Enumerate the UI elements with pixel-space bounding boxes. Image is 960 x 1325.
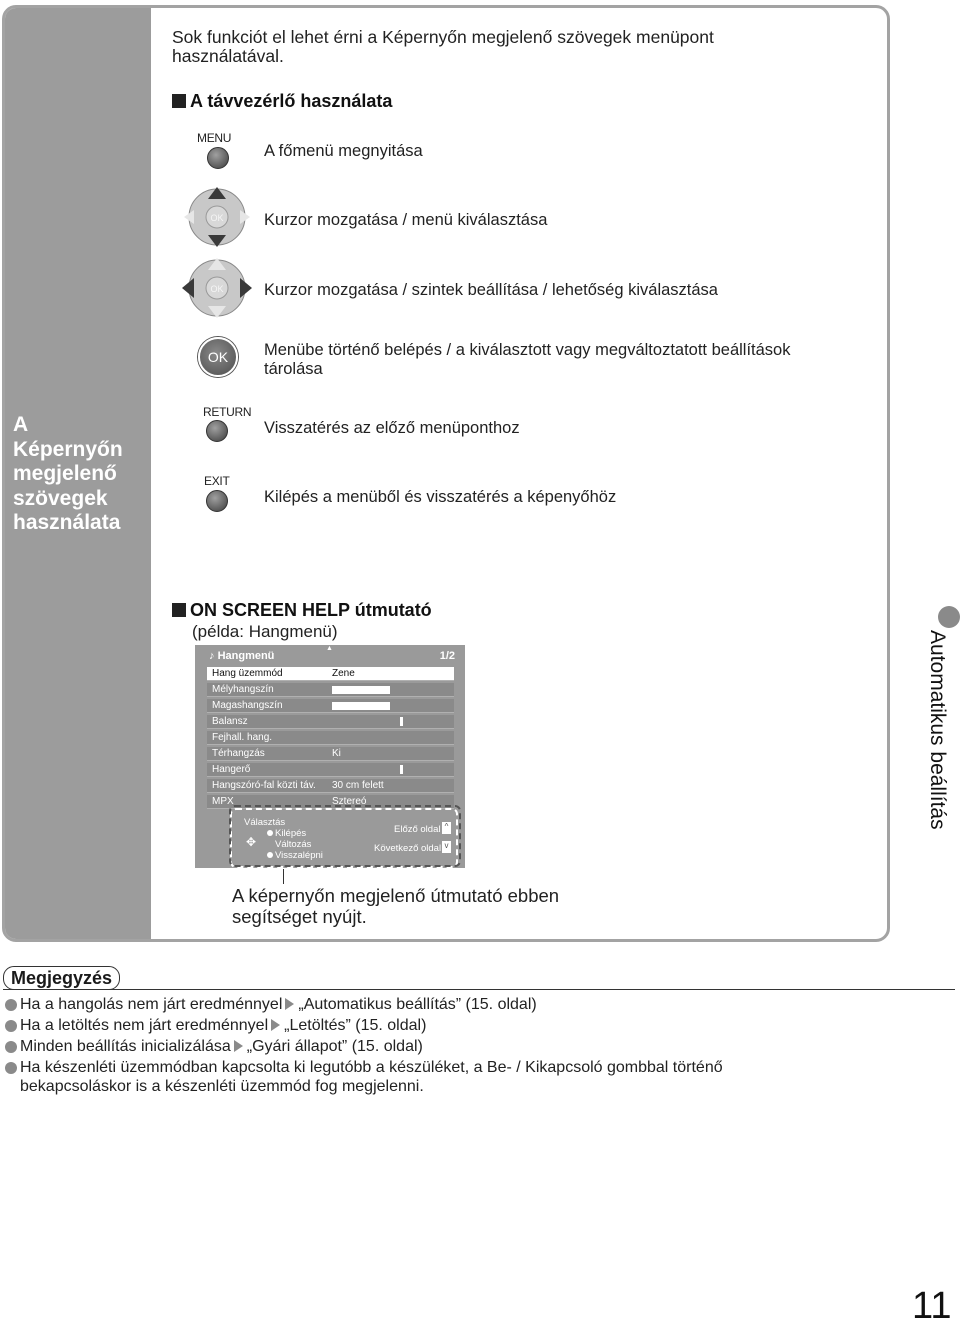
square-bullet-icon [172, 94, 186, 108]
circle-icon [938, 606, 960, 628]
return-button-label: RETURN [203, 405, 252, 419]
side-title: Automatikus beállítás [908, 610, 960, 850]
level-marker [400, 765, 403, 774]
menu-row[interactable]: Fejhall. hang. [207, 731, 454, 745]
menu-row[interactable]: Hangszóró-fal közti táv. 30 cm felett [207, 779, 454, 793]
dpad-leftright-desc: Kurzor mozgatása / szintek beállítása / lehetőség kiválasztása [264, 281, 718, 299]
menu-row[interactable]: Balansz [207, 715, 454, 729]
dpad-updown-icon [180, 185, 254, 249]
square-bullet-icon [172, 603, 186, 617]
help-caption: A képernyőn megjelenő útmutató ebben segítséget nyújt. [232, 885, 560, 927]
page-number: 11 [912, 1285, 952, 1325]
bullet-icon [5, 1062, 17, 1074]
menu-row[interactable]: Magashangszín [207, 699, 454, 713]
sidebar [5, 8, 151, 939]
menu-page-indicator: 1/2 [439, 650, 455, 662]
remote-heading: A távvezérlő használata [172, 91, 392, 112]
note-divider [3, 989, 955, 990]
page-up-icon: ^ [442, 822, 451, 834]
intro-text: Sok funkciót el lehet érni a Képernyőn megjelenő szövegek menüpont használatával. [172, 27, 714, 66]
help-subheading: (példa: Hangmenü) [192, 622, 338, 641]
menu-row[interactable]: Hang üzemmód Zene [207, 667, 454, 681]
menu-row[interactable]: Hangerő [207, 763, 454, 777]
note-item: Ha készenléti üzemmódban kapcsolta ki legutóbb a készüléket, a Be- / Kikapcsoló gombbal történő bekapcsoláskor is a készenléti üzemmód fog megjelenni. [5, 1058, 865, 1096]
help-overlay: Választás Kilépés ✥ Változás Visszalépni Előző oldal Következő oldal ^ v [230, 808, 458, 868]
help-heading: ON SCREEN HELP útmutató [172, 600, 432, 621]
svg-text:OK: OK [210, 284, 224, 294]
level-marker [400, 717, 403, 726]
menu-title: ♪ Hangmenü [209, 650, 275, 662]
bullet-icon [5, 1020, 17, 1032]
arrow-right-icon [234, 1040, 243, 1052]
level-bar [332, 686, 390, 694]
exit-button-label: EXIT [204, 474, 230, 488]
menu-button-label: MENU [197, 131, 232, 145]
ok-desc: Menübe történő belépés / a kiválasztott vagy megváltoztatott beállítások tárolása [264, 341, 791, 378]
dpad-leftright-icon [180, 256, 254, 320]
note-item: Ha a letöltés nem járt eredménnyel „Letöltés” (15. oldal) [5, 1016, 865, 1035]
note-item: Ha a hangolás nem járt eredménnyel „Automatikus beállítás” (15. oldal) [5, 995, 865, 1014]
pointer-line [283, 869, 284, 884]
bullet-icon [5, 1041, 17, 1053]
menu-row[interactable]: Mélyhangszín [207, 683, 454, 697]
menu-row[interactable]: Térhangzás Ki [207, 747, 454, 761]
level-bar [332, 702, 390, 710]
menu-row[interactable]: MPX Sztereó [207, 795, 454, 809]
return-desc: Visszatérés az előző menüponthoz [264, 419, 520, 437]
sidebar-title: A Képernyőn megjelenő szövegek használata [13, 413, 123, 534]
exit-desc: Kilépés a menüből és visszatérés a képenyőhöz [264, 488, 617, 506]
bullet-icon [5, 999, 17, 1011]
dpad-mini-icon: ✥ [246, 835, 257, 849]
music-note-icon: ♪ [209, 650, 218, 662]
svg-text:OK: OK [210, 213, 224, 223]
menu-desc: A főmenü megnyitása [264, 142, 423, 160]
scroll-up-icon: ▲ [326, 645, 333, 652]
help-highlight-outline [229, 805, 461, 867]
exit-button-icon [206, 490, 228, 512]
note-title: Megjegyzés [3, 966, 120, 990]
ok-button-icon: OK [198, 337, 238, 377]
return-button-icon [206, 420, 228, 442]
dpad-updown-desc: Kurzor mozgatása / menü kiválasztása [264, 211, 548, 229]
note-item: Minden beállítás inicializálása „Gyári állapot” (15. oldal) [5, 1037, 865, 1056]
page-down-icon: v [442, 841, 451, 853]
arrow-right-icon [285, 998, 294, 1010]
menu-button-icon [207, 147, 229, 169]
arrow-right-icon [271, 1019, 280, 1031]
